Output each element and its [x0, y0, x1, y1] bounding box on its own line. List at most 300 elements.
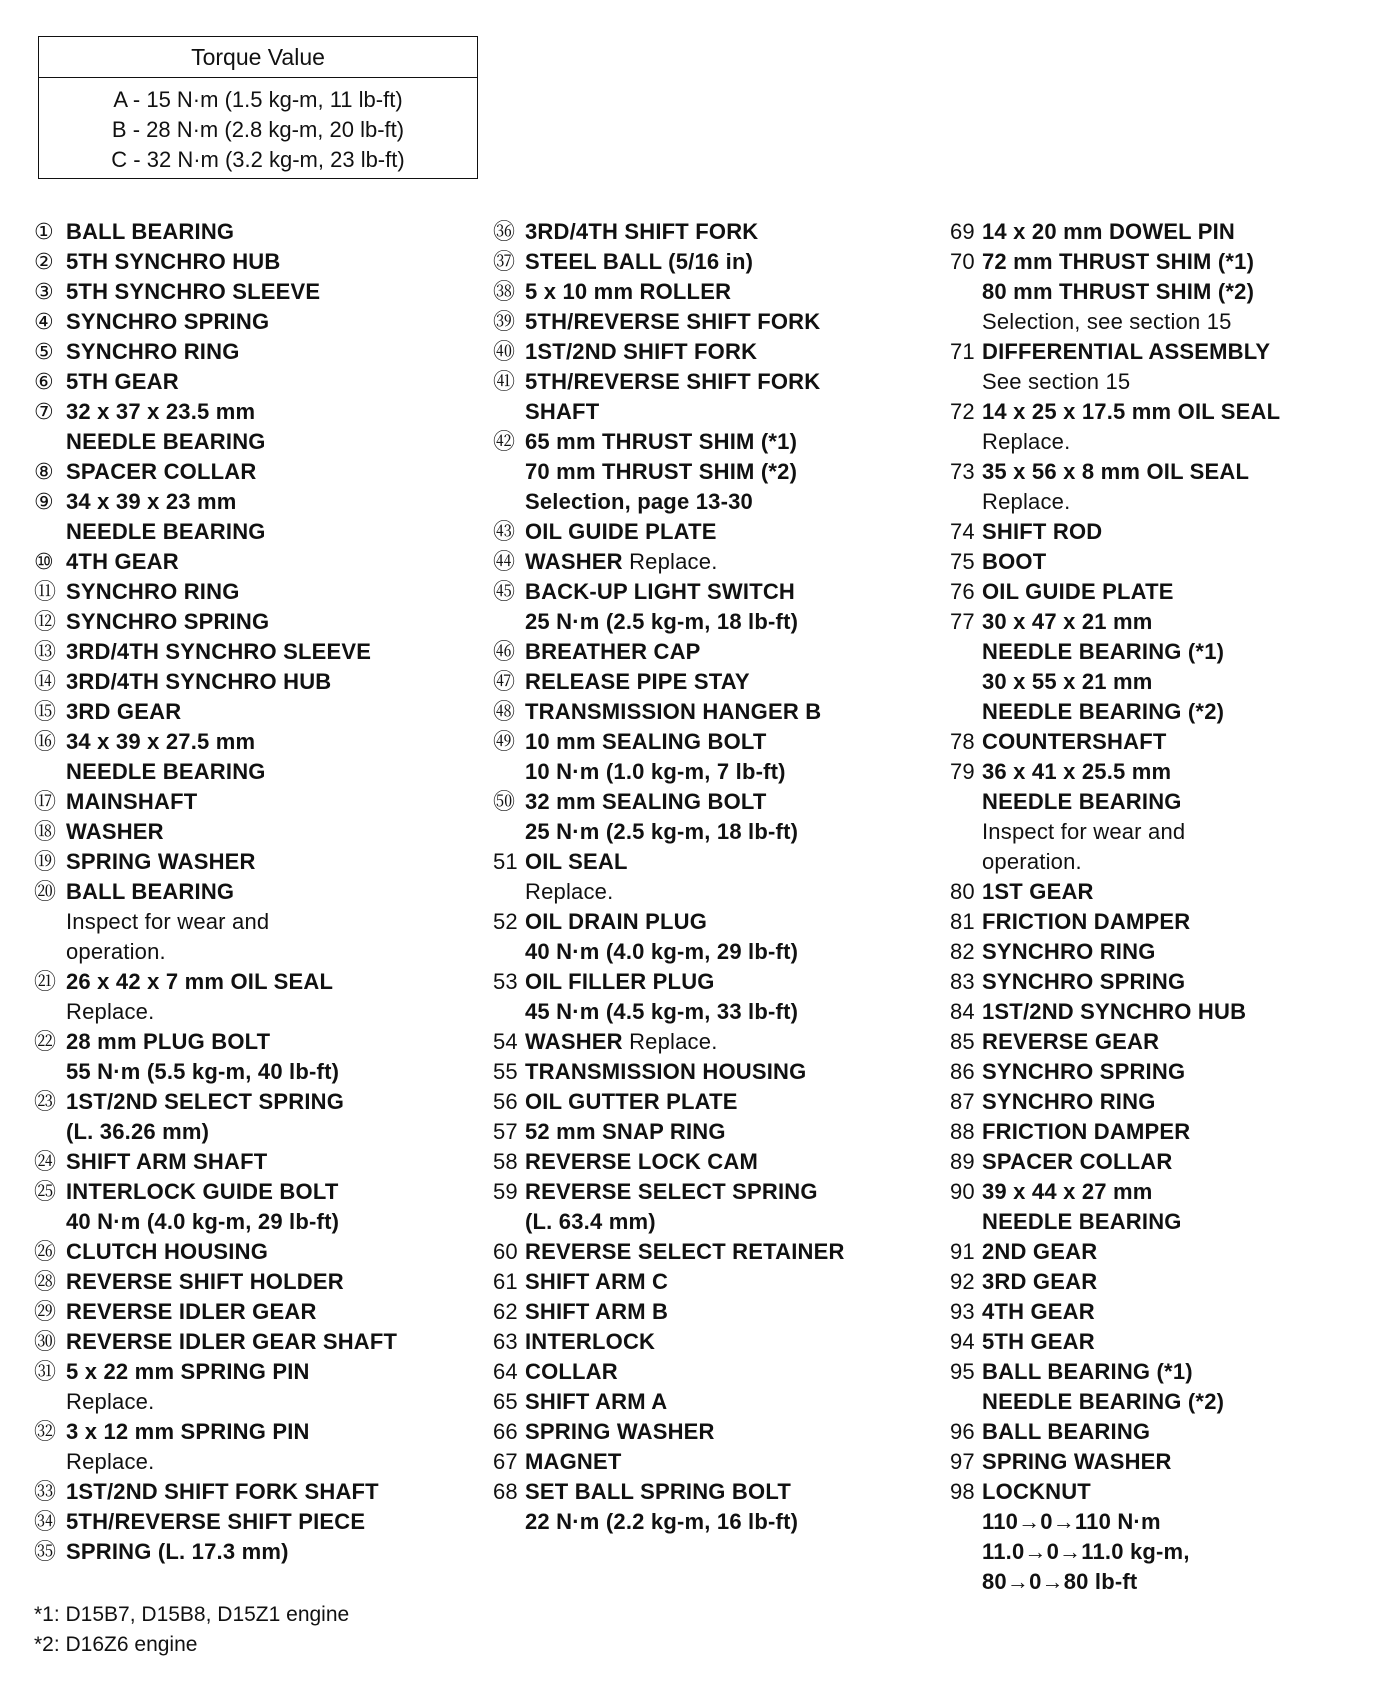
part-entry: [493, 1357, 845, 1387]
part-number: 88: [950, 1119, 975, 1144]
part-number: 89: [950, 1149, 975, 1174]
part-entry: [493, 247, 845, 277]
part-name-line: [493, 697, 845, 727]
torque-table-rows: [39, 78, 477, 175]
part-number: 68: [493, 1479, 518, 1504]
part-text: 10 mm SEALING BOLT: [525, 729, 767, 754]
part-number: 85: [950, 1029, 975, 1054]
part-number: ㉓: [34, 1089, 57, 1114]
part-number: ㉕: [34, 1179, 57, 1204]
part-name-line: [493, 1237, 845, 1267]
part-number: 58: [493, 1149, 518, 1174]
part-entry: [493, 337, 845, 367]
part-text: 25 N·m (2.5 kg-m, 18 lb-ft): [525, 819, 799, 844]
part-number: 55: [493, 1059, 518, 1084]
part-number: ⑱: [34, 819, 57, 844]
part-text: SHIFT ARM SHAFT: [66, 1149, 268, 1174]
part-text: REVERSE LOCK CAM: [525, 1149, 758, 1174]
part-detail-line: [34, 1057, 397, 1087]
part-number: ㊱: [493, 219, 516, 244]
part-detail-line: [950, 1507, 1280, 1537]
part-number: 56: [493, 1089, 518, 1114]
part-number: ㉙: [34, 1299, 57, 1324]
part-number: ②: [34, 249, 54, 274]
part-entry: [950, 1267, 1280, 1297]
part-note-text: Replace.: [66, 1389, 155, 1414]
part-text: RELEASE PIPE STAY: [525, 669, 750, 694]
part-entry: [950, 727, 1280, 757]
part-number: ㉟: [34, 1539, 57, 1564]
part-name-line: [950, 1237, 1280, 1267]
part-name-line: [34, 337, 397, 367]
part-name-line: [34, 277, 397, 307]
part-text: WASHER: [66, 819, 164, 844]
part-entry: [493, 427, 845, 517]
part-text: 4TH GEAR: [982, 1299, 1095, 1324]
part-number: ⑭: [34, 669, 57, 694]
part-name-line: [493, 307, 845, 337]
parts-list-column-3: [950, 217, 1280, 1597]
part-entry: [493, 217, 845, 247]
part-entry: [34, 397, 397, 457]
part-name-line: [950, 1417, 1280, 1447]
part-number: 60: [493, 1239, 518, 1264]
part-entry: [950, 517, 1280, 547]
part-number: 84: [950, 999, 975, 1024]
part-number: 52: [493, 909, 518, 934]
part-number: 95: [950, 1359, 975, 1384]
part-number: ㊺: [493, 579, 516, 604]
part-name-line: [34, 1327, 397, 1357]
part-text: REVERSE SELECT SPRING: [525, 1179, 818, 1204]
part-note-text: operation.: [66, 939, 166, 964]
part-name-line: [950, 517, 1280, 547]
part-text: 34 x 39 x 27.5 mm: [66, 729, 256, 754]
part-text: 1ST GEAR: [982, 879, 1094, 904]
part-number: 72: [950, 399, 975, 424]
part-number: ㊹: [493, 549, 516, 574]
torque-value-table: [38, 36, 478, 179]
part-text: NEEDLE BEARING: [66, 519, 266, 544]
part-number: ⑩: [34, 549, 54, 574]
part-name-line: [34, 667, 397, 697]
part-detail-line: [950, 697, 1280, 727]
part-name-line: [493, 1477, 845, 1507]
part-number: 82: [950, 939, 975, 964]
part-number: ㊸: [493, 519, 516, 544]
part-number: ㉘: [34, 1269, 57, 1294]
part-detail-line: [493, 937, 845, 967]
part-text: SYNCHRO SPRING: [66, 309, 270, 334]
part-entry: [493, 1327, 845, 1357]
part-entry: [34, 307, 397, 337]
part-number: ⑧: [34, 459, 54, 484]
part-text: 80 mm THRUST SHIM (*2): [982, 279, 1255, 304]
part-name-line: [950, 1297, 1280, 1327]
part-text: 1ST/2ND SHIFT FORK: [525, 339, 758, 364]
part-name-line: [950, 1117, 1280, 1147]
part-entry: [493, 1237, 845, 1267]
part-number: ⑬: [34, 639, 57, 664]
torque-row-c: C - 32 N·m (3.2 kg-m, 23 lb-ft): [111, 147, 405, 172]
part-name-line: [34, 1357, 397, 1387]
part-number: ㉔: [34, 1149, 57, 1174]
part-entry: [493, 1447, 845, 1477]
part-entry: [950, 1177, 1280, 1237]
part-entry: [493, 847, 845, 907]
part-text: REVERSE IDLER GEAR: [66, 1299, 317, 1324]
part-entry: [950, 1237, 1280, 1267]
part-entry: [493, 577, 845, 637]
part-note-line: [34, 907, 397, 937]
part-text: BACK-UP LIGHT SWITCH: [525, 579, 796, 604]
part-note-line: [34, 997, 397, 1027]
part-text: SPRING (L. 17.3 mm): [66, 1539, 289, 1564]
part-name-line: [34, 967, 397, 997]
part-name-line: [34, 727, 397, 757]
part-name-line: [34, 1477, 397, 1507]
part-text: REVERSE SHIFT HOLDER: [66, 1269, 344, 1294]
part-text: SHAFT: [525, 399, 600, 424]
part-detail-line: [493, 1207, 845, 1237]
part-text: 3RD/4TH SYNCHRO HUB: [66, 669, 332, 694]
part-suffix-note: Replace.: [622, 1029, 718, 1054]
part-name-line: [493, 1177, 845, 1207]
part-name-line: [493, 1387, 845, 1417]
part-text: 3 x 12 mm SPRING PIN: [66, 1419, 310, 1444]
part-text: 80→0→80 lb-ft: [982, 1569, 1138, 1594]
part-name-line: [34, 217, 397, 247]
part-entry: [34, 727, 397, 787]
part-number: 57: [493, 1119, 518, 1144]
part-text: 52 mm SNAP RING: [525, 1119, 726, 1144]
part-detail-line: [34, 1207, 397, 1237]
part-name-line: [34, 487, 397, 517]
part-name-line: [34, 247, 397, 277]
part-text: MAGNET: [525, 1449, 622, 1474]
part-text: SPACER COLLAR: [982, 1149, 1173, 1174]
part-entry: [493, 637, 845, 667]
part-name-line: [493, 1297, 845, 1327]
part-number: ⑯: [34, 729, 57, 754]
part-entry: [34, 877, 397, 967]
part-number: 51: [493, 849, 518, 874]
part-text: FRICTION DAMPER: [982, 1119, 1191, 1144]
part-number: 94: [950, 1329, 975, 1354]
torque-row-b: B - 28 N·m (2.8 kg-m, 20 lb-ft): [111, 117, 405, 142]
part-entry: [950, 607, 1280, 727]
part-entry: [34, 1237, 397, 1267]
part-entry: [950, 577, 1280, 607]
part-text: 10 N·m (1.0 kg-m, 7 lb-ft): [525, 759, 786, 784]
part-text: 28 mm PLUG BOLT: [66, 1029, 271, 1054]
part-entry: [493, 1177, 845, 1237]
part-note-line: [950, 817, 1280, 847]
part-entry: [34, 547, 397, 577]
part-name-line: [34, 457, 397, 487]
part-name-line: [493, 1117, 845, 1147]
part-number: 66: [493, 1419, 518, 1444]
part-text: OIL SEAL: [525, 849, 628, 874]
part-number: ㉖: [34, 1239, 57, 1264]
part-text: FRICTION DAMPER: [982, 909, 1191, 934]
part-name-line: [493, 1087, 845, 1117]
part-name-line: [493, 637, 845, 667]
part-name-line: [493, 1057, 845, 1087]
part-detail-line: [493, 817, 845, 847]
part-text: NEEDLE BEARING (*1): [982, 639, 1225, 664]
part-number: 59: [493, 1179, 518, 1204]
part-entry: [34, 1327, 397, 1357]
part-number: 67: [493, 1449, 518, 1474]
part-entry: [34, 1507, 397, 1537]
part-number: 81: [950, 909, 975, 934]
part-text: 30 x 47 x 21 mm: [982, 609, 1153, 634]
part-number: 83: [950, 969, 975, 994]
part-number: ㊶: [493, 369, 516, 394]
part-name-line: [34, 1027, 397, 1057]
part-text: 5TH SYNCHRO SLEEVE: [66, 279, 321, 304]
part-name-line: [34, 637, 397, 667]
part-entry: [34, 967, 397, 1027]
part-text: NEEDLE BEARING: [982, 789, 1182, 814]
part-number: ㊾: [493, 729, 516, 754]
part-detail-line: [493, 487, 845, 517]
part-name-line: [950, 457, 1280, 487]
part-text: SHIFT ARM C: [525, 1269, 669, 1294]
part-name-line: [493, 367, 845, 397]
part-name-line: [950, 937, 1280, 967]
part-entry: [34, 637, 397, 667]
part-entry: [493, 1087, 845, 1117]
part-text: INTERLOCK: [525, 1329, 656, 1354]
part-entry: [950, 1027, 1280, 1057]
part-number: 63: [493, 1329, 518, 1354]
part-text: WASHER: [525, 549, 623, 574]
part-entry: [950, 457, 1280, 517]
part-note-text: Replace.: [66, 999, 155, 1024]
part-number: ④: [34, 309, 54, 334]
part-text: REVERSE GEAR: [982, 1029, 1160, 1054]
part-number: ㊿: [493, 789, 516, 814]
part-entry: [34, 1537, 397, 1567]
part-text: NEEDLE BEARING: [982, 1209, 1182, 1234]
part-text: 40 N·m (4.0 kg-m, 29 lb-ft): [66, 1209, 340, 1234]
part-name-line: [950, 967, 1280, 997]
part-detail-line: [493, 457, 845, 487]
part-text: SYNCHRO RING: [982, 939, 1156, 964]
part-name-line: [34, 787, 397, 817]
part-name-line: [34, 1237, 397, 1267]
part-entry: [493, 1147, 845, 1177]
part-name-line: [34, 607, 397, 637]
part-number: ㉚: [34, 1329, 57, 1354]
part-name-line: [950, 1357, 1280, 1387]
part-text: NEEDLE BEARING: [66, 429, 266, 454]
part-text: 36 x 41 x 25.5 mm: [982, 759, 1172, 784]
part-text: OIL GUIDE PLATE: [982, 579, 1174, 604]
part-name-line: [950, 607, 1280, 637]
part-text: OIL GUTTER PLATE: [525, 1089, 738, 1114]
part-name-line: [34, 577, 397, 607]
part-name-line: [493, 1027, 845, 1057]
part-text: 5TH/REVERSE SHIFT FORK: [525, 309, 821, 334]
part-number: 87: [950, 1089, 975, 1114]
part-name-line: [493, 577, 845, 607]
part-name-line: [950, 1477, 1280, 1507]
part-text: OIL GUIDE PLATE: [525, 519, 717, 544]
part-name-line: [950, 1177, 1280, 1207]
part-name-line: [34, 877, 397, 907]
part-name-line: [34, 547, 397, 577]
part-text: TRANSMISSION HOUSING: [525, 1059, 807, 1084]
part-name-line: [493, 547, 845, 577]
part-text: 5TH/REVERSE SHIFT PIECE: [66, 1509, 366, 1534]
part-name-line: [950, 1027, 1280, 1057]
part-entry: [493, 517, 845, 547]
torque-table-title: Torque Value: [39, 37, 477, 78]
part-name-line: [34, 817, 397, 847]
part-entry: [950, 397, 1280, 457]
part-text: BALL BEARING: [982, 1419, 1151, 1444]
part-number: 70: [950, 249, 975, 274]
part-text: SET BALL SPRING BOLT: [525, 1479, 791, 1504]
part-text: 32 x 37 x 23.5 mm: [66, 399, 256, 424]
part-text: OIL FILLER PLUG: [525, 969, 715, 994]
part-entry: [34, 697, 397, 727]
part-text: 4TH GEAR: [66, 549, 179, 574]
part-entry: [493, 787, 845, 847]
part-text: OIL DRAIN PLUG: [525, 909, 708, 934]
part-text: 25 N·m (2.5 kg-m, 18 lb-ft): [525, 609, 799, 634]
part-number: 75: [950, 549, 975, 574]
part-text: Selection, page 13-30: [525, 489, 753, 514]
part-entry: [34, 1087, 397, 1147]
part-entry: [34, 1477, 397, 1507]
part-text: SHIFT ROD: [982, 519, 1103, 544]
part-entry: [493, 1117, 845, 1147]
part-name-line: [493, 277, 845, 307]
parts-list-column-1: [34, 217, 397, 1567]
part-number: 71: [950, 339, 975, 364]
part-text: BALL BEARING: [66, 219, 235, 244]
part-entry: [950, 877, 1280, 907]
part-name-line: [950, 907, 1280, 937]
part-entry: [34, 1267, 397, 1297]
part-name-line: [950, 1057, 1280, 1087]
part-detail-line: [950, 1537, 1280, 1567]
part-entry: [34, 577, 397, 607]
part-text: 1ST/2ND SYNCHRO HUB: [982, 999, 1247, 1024]
part-name-line: [950, 337, 1280, 367]
part-name-line: [493, 1357, 845, 1387]
part-text: NEEDLE BEARING (*2): [982, 699, 1225, 724]
footnote-2: *2: D16Z6 engine: [34, 1633, 198, 1656]
part-entry: [34, 787, 397, 817]
part-text: 35 x 56 x 8 mm OIL SEAL: [982, 459, 1250, 484]
part-number: 65: [493, 1389, 518, 1414]
part-number: 53: [493, 969, 518, 994]
part-detail-line: [950, 787, 1280, 817]
part-name-line: [34, 397, 397, 427]
part-name-line: [950, 1267, 1280, 1297]
part-text: SHIFT ARM A: [525, 1389, 668, 1414]
part-entry: [950, 1117, 1280, 1147]
part-detail-line: [34, 427, 397, 457]
part-entry: [950, 547, 1280, 577]
part-note-line: [950, 427, 1280, 457]
part-number: ⑨: [34, 489, 54, 514]
part-note-text: Replace.: [66, 1449, 155, 1474]
part-name-line: [950, 877, 1280, 907]
part-entry: [950, 1297, 1280, 1327]
part-detail-line: [493, 757, 845, 787]
part-entry: [950, 967, 1280, 997]
part-text: 5TH GEAR: [66, 369, 179, 394]
part-name-line: [493, 427, 845, 457]
part-text: SYNCHRO RING: [982, 1089, 1156, 1114]
part-text: SPRING WASHER: [982, 1449, 1172, 1474]
part-number: ㊳: [493, 279, 516, 304]
part-text: BALL BEARING (*1): [982, 1359, 1193, 1384]
part-text: SYNCHRO SPRING: [982, 969, 1186, 994]
part-entry: [950, 217, 1280, 247]
part-text: COLLAR: [525, 1359, 618, 1384]
part-text: 3RD GEAR: [66, 699, 182, 724]
part-name-line: [950, 397, 1280, 427]
part-text: 110→0→110 N·m: [982, 1509, 1161, 1534]
part-text: 72 mm THRUST SHIM (*1): [982, 249, 1255, 274]
part-number: 62: [493, 1299, 518, 1324]
part-name-line: [493, 787, 845, 817]
part-entry: [950, 337, 1280, 397]
part-detail-line: [950, 1387, 1280, 1417]
part-number: 74: [950, 519, 975, 544]
part-text: 1ST/2ND SHIFT FORK SHAFT: [66, 1479, 379, 1504]
part-text: 45 N·m (4.5 kg-m, 33 lb-ft): [525, 999, 799, 1024]
part-text: SYNCHRO RING: [66, 339, 240, 364]
part-number: ③: [34, 279, 54, 304]
part-number: 73: [950, 459, 975, 484]
part-text: 3RD GEAR: [982, 1269, 1098, 1294]
part-detail-line: [493, 1507, 845, 1537]
part-entry: [493, 277, 845, 307]
part-entry: [493, 697, 845, 727]
part-name-line: [34, 367, 397, 397]
part-entry: [950, 1417, 1280, 1447]
part-note-line: [950, 367, 1280, 397]
part-note-line: [34, 1387, 397, 1417]
part-name-line: [493, 1417, 845, 1447]
part-entry: [950, 757, 1280, 877]
part-name-line: [950, 217, 1280, 247]
part-number: 90: [950, 1179, 975, 1204]
footnote-1: *1: D15B7, D15B8, D15Z1 engine: [34, 1603, 350, 1626]
part-number: ㉒: [34, 1029, 57, 1054]
part-number: 92: [950, 1269, 975, 1294]
part-suffix-note: Replace.: [622, 549, 718, 574]
part-note-line: [493, 877, 845, 907]
part-text: 5 x 22 mm SPRING PIN: [66, 1359, 310, 1384]
part-note-text: Selection, see section 15: [982, 309, 1232, 334]
part-number: ⑦: [34, 399, 54, 424]
part-text: 5TH/REVERSE SHIFT FORK: [525, 369, 821, 394]
part-entry: [34, 277, 397, 307]
part-name-line: [34, 1267, 397, 1297]
part-text: SPRING WASHER: [525, 1419, 715, 1444]
part-name-line: [950, 1147, 1280, 1177]
part-name-line: [34, 1507, 397, 1537]
